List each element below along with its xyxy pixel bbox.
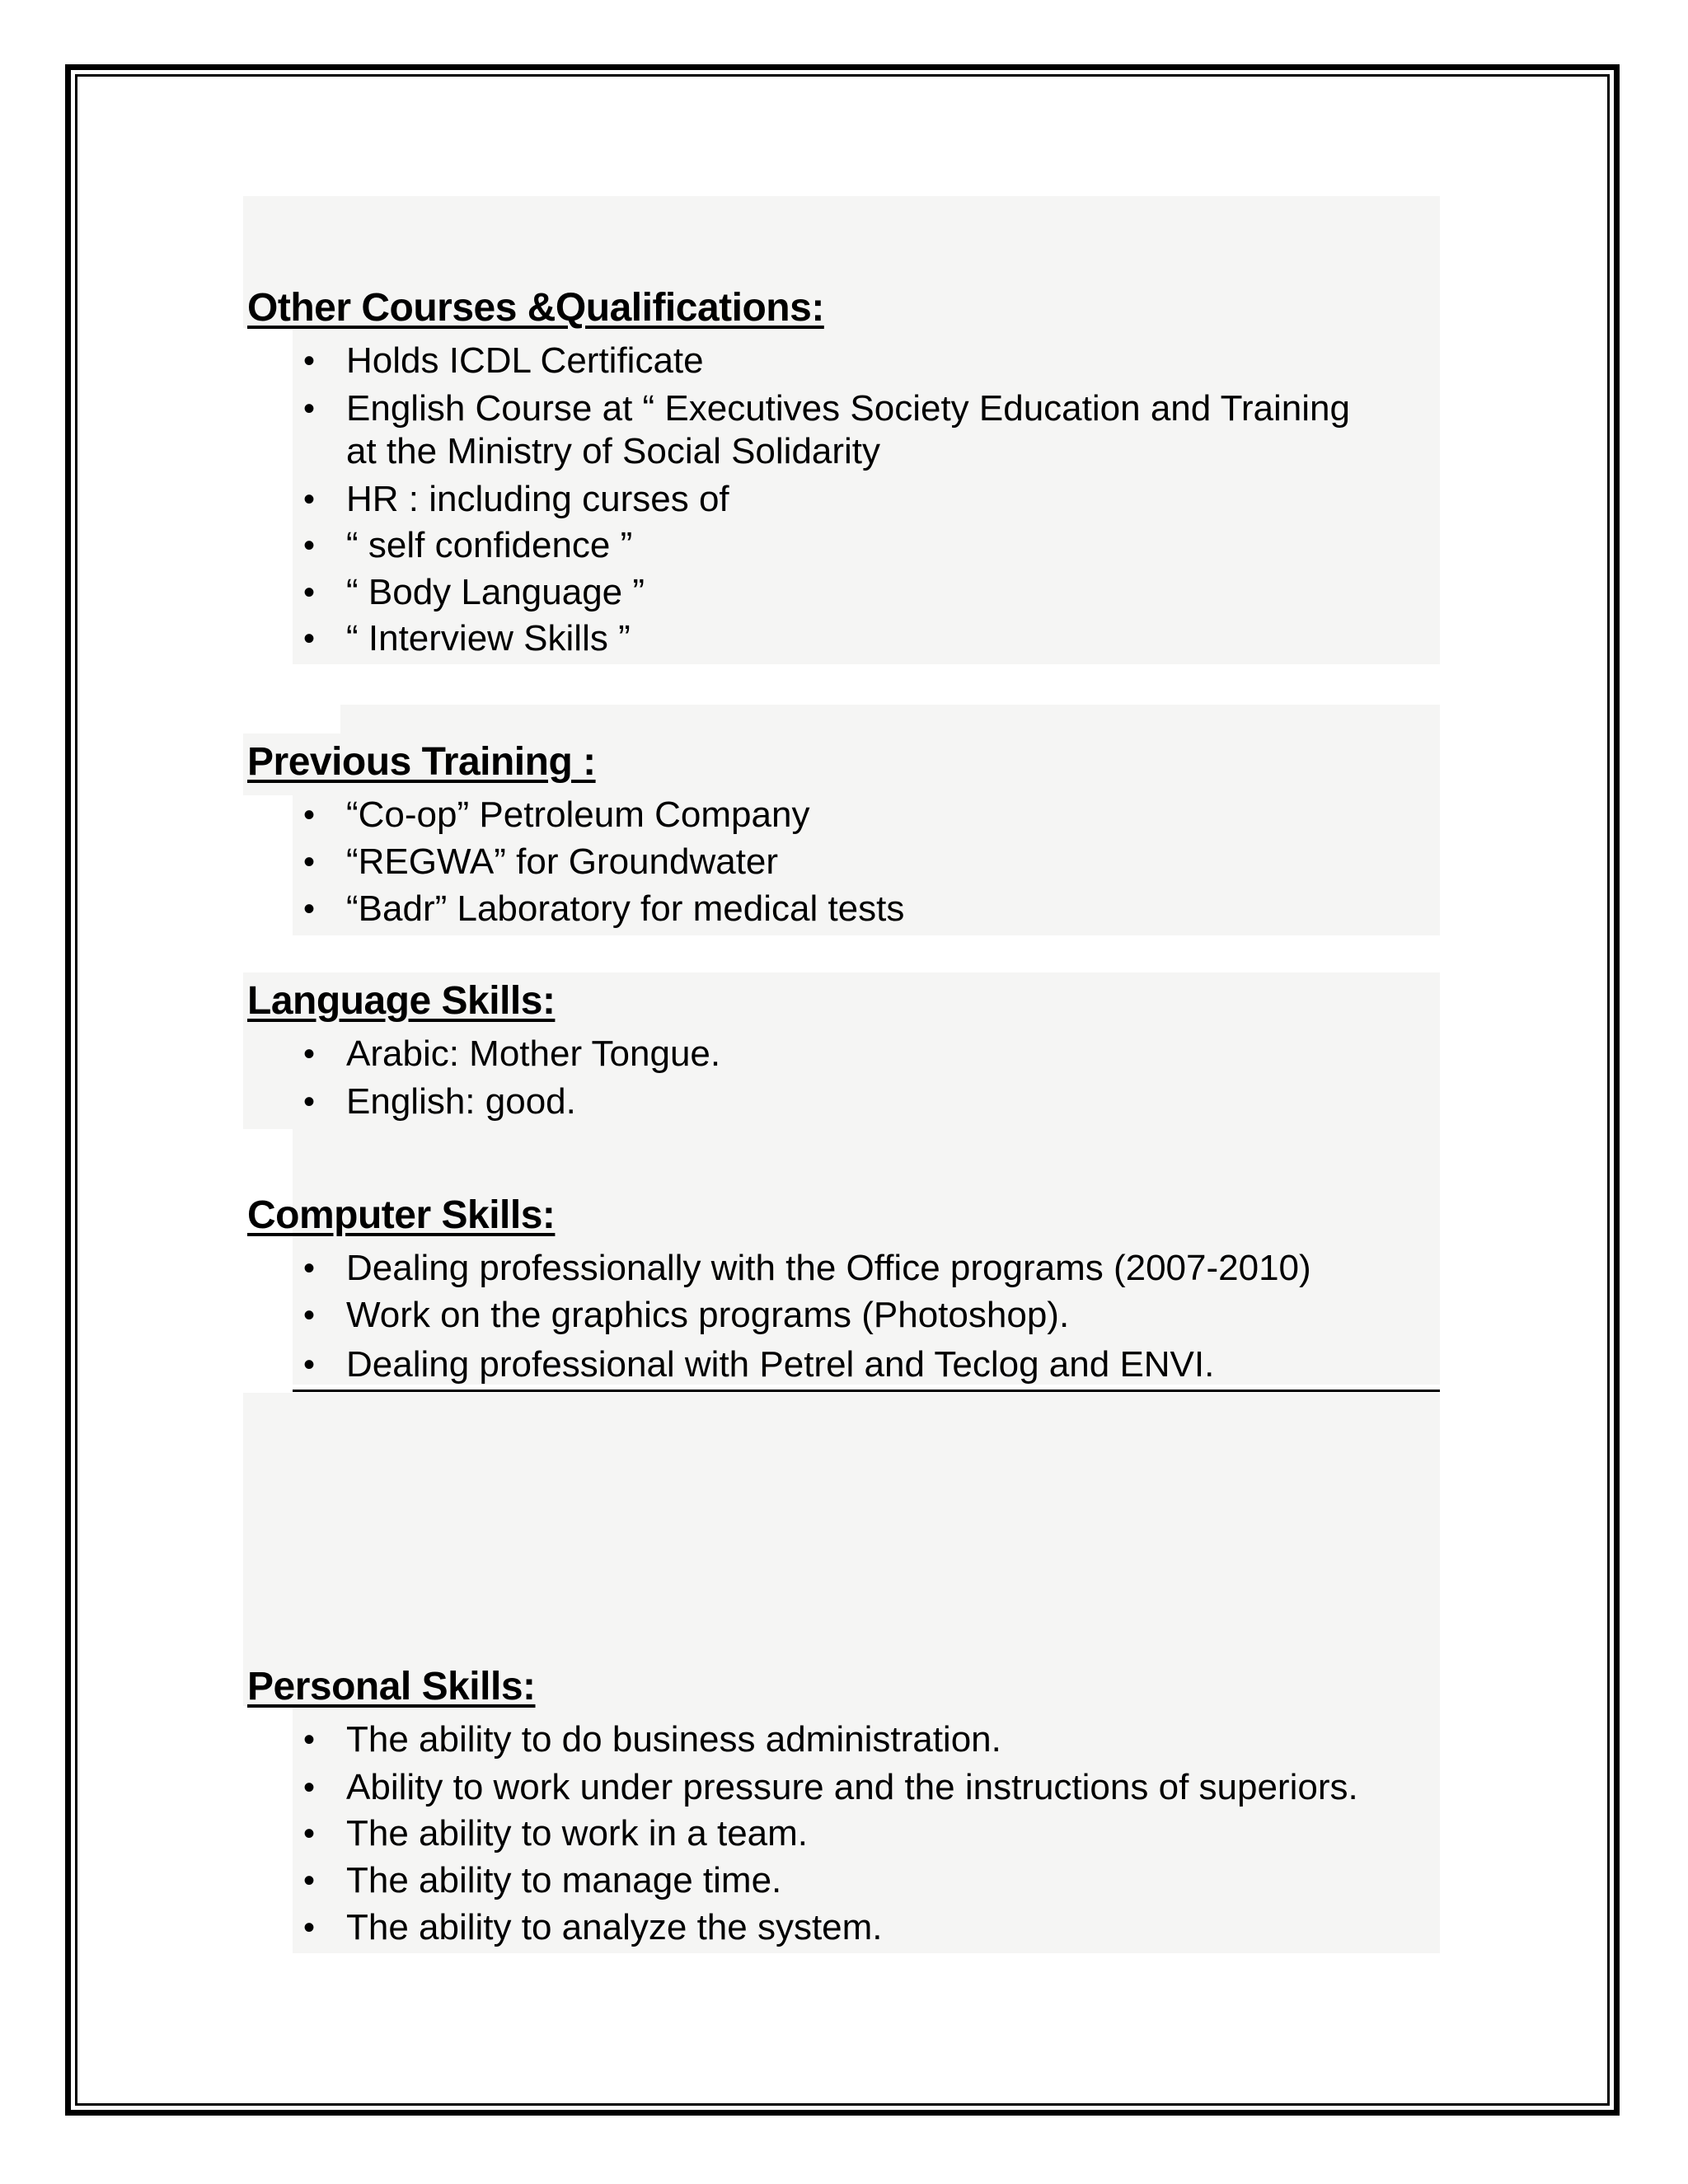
bullet-icon: • <box>303 1863 316 1899</box>
section-title-other-courses: Other Courses &Qualifications: <box>247 286 824 330</box>
bullet-icon: • <box>303 1910 316 1946</box>
bullet-icon: • <box>303 481 316 518</box>
bullet-icon: • <box>303 1297 316 1333</box>
bullet-icon: • <box>303 1084 316 1120</box>
bullet-icon: • <box>303 1347 316 1383</box>
section-title-computer-skills: Computer Skills: <box>247 1193 556 1237</box>
bullet-icon: • <box>303 1816 316 1852</box>
bullet-icon: • <box>303 797 316 833</box>
bullet-icon: • <box>303 1769 316 1806</box>
section-title-personal-skills: Personal Skills: <box>247 1665 536 1708</box>
section-title-language-skills: Language Skills: <box>247 979 556 1023</box>
bullet-icon: • <box>303 891 316 927</box>
bullet-icon: • <box>303 574 316 611</box>
bullet-icon: • <box>303 1250 316 1286</box>
shade-block-3 <box>340 705 1440 738</box>
section-divider-line <box>293 1390 1440 1392</box>
bullet-icon: • <box>303 844 316 880</box>
bullet-icon: • <box>303 621 316 657</box>
section-title-previous-training: Previous Training : <box>247 740 596 784</box>
shade-block-8 <box>243 1393 1440 1706</box>
bullet-icon: • <box>303 391 316 427</box>
bullet-icon: • <box>303 1722 316 1758</box>
bullet-icon: • <box>303 343 316 379</box>
bullet-icon: • <box>303 1036 316 1072</box>
bullet-icon: • <box>303 527 316 564</box>
